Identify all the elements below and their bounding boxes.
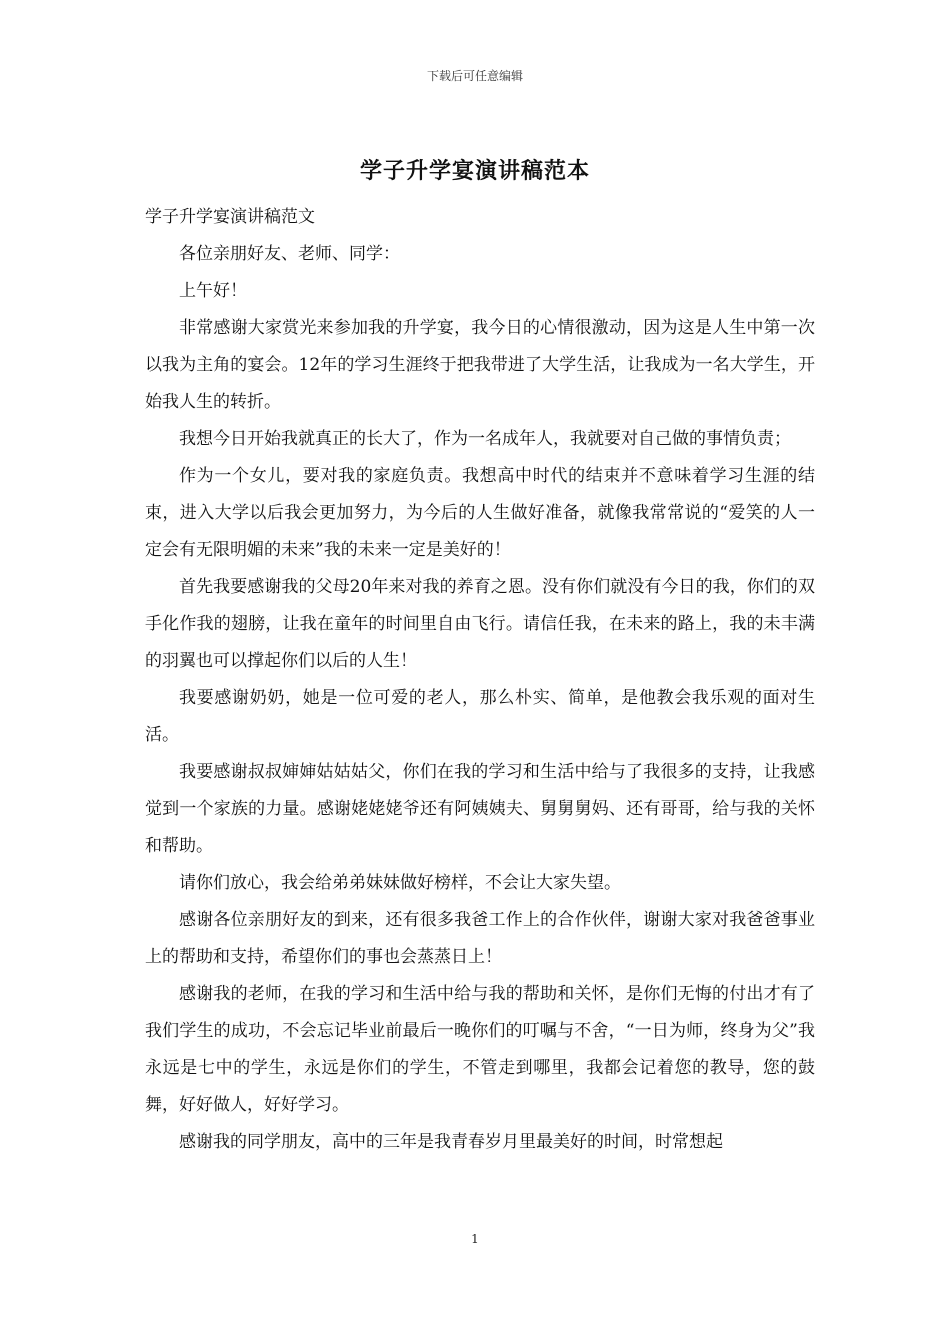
header-note: 下载后可任意编辑: [426, 69, 523, 83]
paragraph-teachers: 感谢我的老师，在我的学习和生活中给与我的帮助和关怀，是你们无悔的付出才有了我们学生的成功，不会忘记毕业前最后一晚你们的叮嘱与不舍，“一日为师，终身为父”我永远是七中的学生，永远是你们的学生，不管走到哪里，我都会记着您的教导，您的鼓舞，好好做人，好好学习。: [145, 984, 815, 1115]
paragraph-daughter: 作为一个女儿，要对我的家庭负责。我想高中时代的结束并不意味着学习生涯的结束，进入大学以后我会更加努力，为今后的人生做好准备，就像我常常说的“爱笑的人一定会有无限明媚的未来”我的未来一定是美好的！: [145, 466, 815, 560]
paragraph-parents: 首先我要感谢我的父母20年来对我的养育之恩。没有你们就没有今日的我，你们的双手化作我的翅膀，让我在童年的时间里自由飞行。请信任我，在未来的路上，我的未丰满的羽翼也可以撑起你们以后的人生！: [145, 577, 815, 671]
document-body: [145, 199, 815, 1161]
paragraph-thanks-guests: 非常感谢大家赏光来参加我的升学宴，我今日的心情很激动，因为这是人生中第一次以我为主角的宴会。12年的学习生涯终于把我带进了大学生活，让我成为一名大学生，开始我人生的转折。: [145, 318, 815, 412]
paragraph-greeting: 各位亲朋好友、老师、同学：: [179, 244, 400, 264]
paragraph-friends-family: 感谢各位亲朋好友的到来，还有很多我爸工作上的合作伙伴，谢谢大家对我爸爸事业上的帮助和支持，希望你们的事也会蒸蒸日上！: [145, 910, 815, 967]
paragraph-grandmother: 我要感谢奶奶，她是一位可爱的老人，那么朴实、简单，是他教会我乐观的面对生活。: [145, 688, 815, 745]
paragraph-growing-up: 我想今日开始我就真正的长大了，作为一名成年人，我就要对自己做的事情负责；: [179, 429, 791, 449]
document-subtitle: 学子升学宴演讲稿范文: [145, 207, 315, 227]
document-title: 学子升学宴演讲稿范本: [359, 158, 590, 184]
page-number: 1: [471, 1232, 479, 1246]
paragraph-relatives: 我要感谢叔叔婶婶姑姑姑父，你们在我的学习和生活中给与了我很多的支持，让我感觉到一个家族的力量。感谢姥姥姥爷还有阿姨姨夫、舅舅舅妈、还有哥哥，给与我的关怀和帮助。: [145, 762, 815, 856]
paragraph-promise: 请你们放心，我会给弟弟妹妹做好榜样，不会让大家失望。: [179, 873, 621, 893]
paragraph-hello: 上午好！: [179, 281, 247, 301]
paragraph-classmates: 感谢我的同学朋友，高中的三年是我青春岁月里最美好的时间，时常想起: [179, 1132, 723, 1152]
